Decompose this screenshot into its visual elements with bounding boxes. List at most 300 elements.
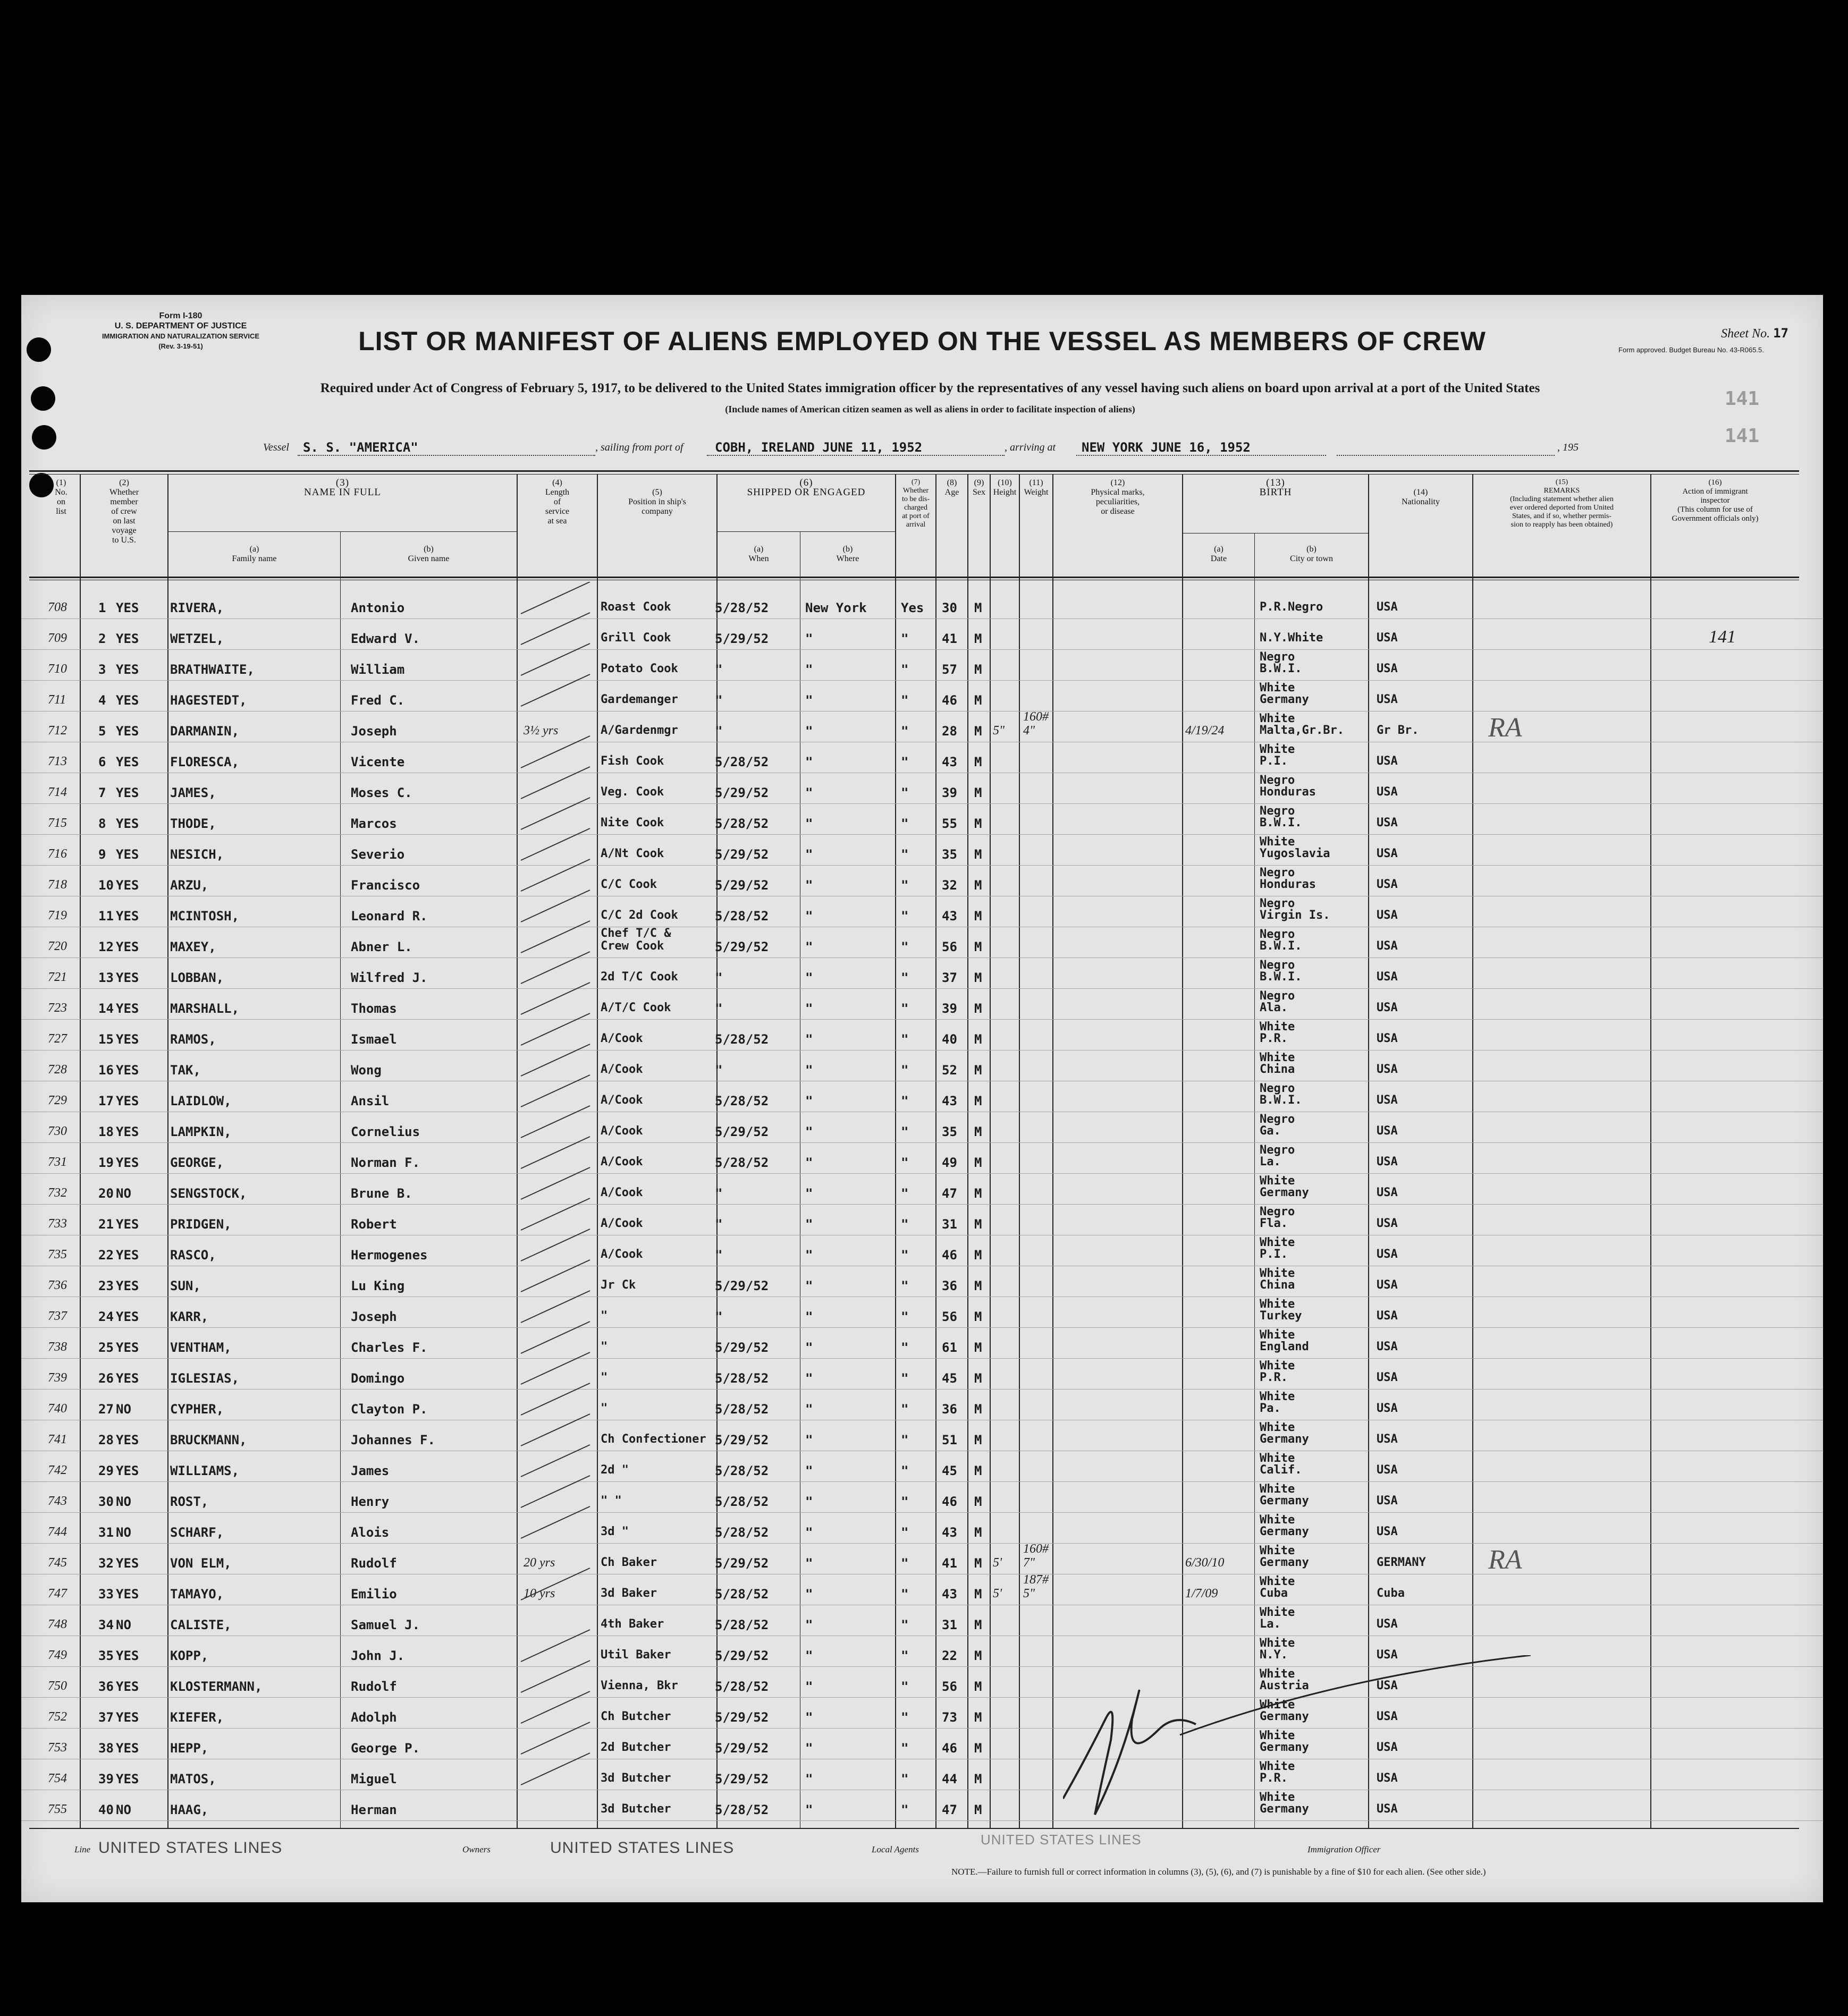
inspector-signature bbox=[1063, 1655, 1531, 1831]
cell-previous-voyage: YES bbox=[116, 939, 139, 954]
cell-given-name: Miguel bbox=[351, 1772, 397, 1786]
cell-birth-race: White bbox=[1260, 1452, 1295, 1465]
cell-list-number: 22 bbox=[98, 1248, 114, 1263]
cell-birth-race: White bbox=[1260, 1791, 1295, 1804]
cell-birth-race: White bbox=[1260, 1267, 1295, 1280]
cell-discharge: " bbox=[901, 878, 909, 893]
cell-list-number: 12 bbox=[98, 939, 114, 954]
cell-birth-city: La. bbox=[1260, 1155, 1281, 1168]
cell-discharge: " bbox=[901, 1587, 909, 1602]
cell-family-name: PRIDGEN, bbox=[170, 1217, 232, 1232]
cell-family-name: RIVERA, bbox=[170, 600, 224, 615]
cell-given-name: Severio bbox=[351, 847, 405, 862]
table-row bbox=[21, 897, 1823, 928]
table-row bbox=[21, 1390, 1823, 1421]
vessel-name: S. S. "AMERICA" bbox=[303, 440, 418, 455]
cell-previous-voyage: YES bbox=[116, 1340, 139, 1355]
cell-margin-number: 738 bbox=[48, 1340, 67, 1354]
line-label: Line bbox=[74, 1844, 91, 1854]
cell-age: 56 bbox=[942, 1679, 957, 1694]
owners-label: Owners bbox=[462, 1844, 491, 1854]
header-birth: (13) BIRTH bbox=[1259, 477, 1292, 498]
cell-sex: M bbox=[974, 878, 982, 893]
cell-list-number: 20 bbox=[98, 1186, 114, 1201]
cell-shipped-where: " bbox=[805, 1124, 813, 1139]
cell-given-name: Clayton P. bbox=[351, 1402, 428, 1417]
cell-birth-race: Negro bbox=[1260, 1113, 1295, 1126]
cell-list-number: 34 bbox=[98, 1617, 114, 1632]
cell-nationality: USA bbox=[1377, 1217, 1398, 1230]
cell-list-number: 37 bbox=[98, 1710, 114, 1725]
header-previous-voyage: (2) Whether member of crew on last voyage to U.S. bbox=[109, 478, 139, 545]
table-row bbox=[21, 959, 1823, 989]
cell-age: 49 bbox=[942, 1155, 957, 1170]
cell-shipped-where: " bbox=[805, 1525, 813, 1540]
cell-margin-number: 712 bbox=[48, 724, 67, 738]
cell-age: 55 bbox=[942, 816, 957, 831]
cell-given-name: Alois bbox=[351, 1525, 390, 1540]
cell-position: Ch Confectioner bbox=[601, 1433, 706, 1446]
cell-discharge: Yes bbox=[901, 600, 924, 615]
cell-family-name: TAMAYO, bbox=[170, 1587, 224, 1602]
cell-family-name: ARZU, bbox=[170, 878, 209, 893]
cell-family-name: IGLESIAS, bbox=[170, 1371, 240, 1386]
cell-shipped-when: 5/28/52 bbox=[715, 1155, 769, 1170]
table-row bbox=[21, 1359, 1823, 1390]
table-row bbox=[21, 1575, 1823, 1606]
cell-shipped-when: 5/29/52 bbox=[715, 847, 769, 862]
cell-remarks: RA bbox=[1488, 1545, 1522, 1575]
stamp-number: 141 bbox=[1724, 388, 1759, 410]
cell-birth-race: White bbox=[1260, 712, 1295, 725]
cell-shipped-where: " bbox=[805, 1278, 813, 1293]
cell-margin-number: 744 bbox=[48, 1525, 67, 1539]
cell-position: A/Gardenmgr bbox=[601, 724, 678, 737]
vessel-label: Vessel bbox=[263, 442, 289, 453]
cell-family-name: FLORESCA, bbox=[170, 755, 240, 769]
cell-birth-race: White bbox=[1260, 1760, 1295, 1773]
cell-birth-city: B.W.I. bbox=[1260, 662, 1302, 675]
cell-previous-voyage: YES bbox=[116, 755, 139, 769]
table-row bbox=[21, 1513, 1823, 1544]
cell-position: 3d Butcher bbox=[601, 1772, 671, 1785]
cell-shipped-when: " bbox=[715, 1248, 723, 1263]
service-strokes bbox=[510, 582, 617, 1857]
cell-list-number: 5 bbox=[98, 724, 106, 739]
cell-shipped-where: " bbox=[805, 970, 813, 985]
cell-position: " bbox=[601, 1371, 608, 1384]
cell-margin-number: 711 bbox=[48, 693, 66, 707]
cell-position: A/Cook bbox=[601, 1217, 643, 1230]
cell-birth-city: P.R. bbox=[1260, 1032, 1288, 1045]
cell-sex: M bbox=[974, 1155, 982, 1170]
cell-shipped-when: 5/28/52 bbox=[715, 1679, 769, 1694]
table-row bbox=[21, 589, 1823, 620]
cell-previous-voyage: YES bbox=[116, 1371, 139, 1386]
cell-birth-city: Honduras bbox=[1260, 878, 1316, 891]
cell-age: 35 bbox=[942, 1124, 957, 1139]
cell-nationality: USA bbox=[1377, 1802, 1398, 1816]
cell-sex: M bbox=[974, 631, 982, 646]
table-row bbox=[21, 1020, 1823, 1051]
cell-family-name: BRUCKMANN, bbox=[170, 1433, 247, 1447]
header-age: (8) Age bbox=[944, 478, 959, 497]
cell-birth-race: White bbox=[1260, 743, 1295, 756]
cell-list-number: 26 bbox=[98, 1371, 114, 1386]
cell-list-number: 27 bbox=[98, 1402, 114, 1417]
cell-nationality: USA bbox=[1377, 785, 1398, 799]
cell-position: A/Cook bbox=[601, 1155, 643, 1168]
cell-sex: M bbox=[974, 816, 982, 831]
cell-given-name: Fred C. bbox=[351, 693, 405, 708]
cell-age: 43 bbox=[942, 1587, 957, 1602]
cell-margin-number: 709 bbox=[48, 631, 67, 645]
cell-shipped-when: 5/28/52 bbox=[715, 1463, 769, 1478]
cell-given-name: Ismael bbox=[351, 1032, 397, 1047]
stamp-number: 141 bbox=[1724, 425, 1759, 447]
cell-birth-city: Malta,Gr.Br. bbox=[1260, 724, 1344, 737]
cell-birth-date: 4/19/24 bbox=[1185, 724, 1225, 738]
cell-discharge: " bbox=[901, 1032, 909, 1047]
cell-discharge: " bbox=[901, 1217, 909, 1232]
cell-nationality: USA bbox=[1377, 878, 1398, 891]
cell-birth-city: Germany bbox=[1260, 1186, 1309, 1199]
table-row bbox=[21, 1421, 1823, 1452]
cell-given-name: John J. bbox=[351, 1648, 405, 1663]
cell-previous-voyage: YES bbox=[116, 693, 139, 708]
cell-discharge: " bbox=[901, 939, 909, 954]
cell-previous-voyage: YES bbox=[116, 1032, 139, 1047]
cell-nationality: USA bbox=[1377, 1186, 1398, 1199]
cell-discharge: " bbox=[901, 1001, 909, 1016]
cell-shipped-where: " bbox=[805, 1463, 813, 1478]
arriving-label: , arriving at bbox=[1005, 442, 1056, 453]
table-row bbox=[21, 989, 1823, 1020]
cell-previous-voyage: YES bbox=[116, 631, 139, 646]
cell-given-name: Charles F. bbox=[351, 1340, 428, 1355]
cell-birth-city: Germany bbox=[1260, 1556, 1309, 1569]
cell-family-name: VENTHAM, bbox=[170, 1340, 232, 1355]
cell-list-number: 6 bbox=[98, 755, 106, 769]
cell-position: A/Nt Cook bbox=[601, 847, 664, 860]
penalty-note: NOTE.—Failure to furnish full or correct information in columns (3), (5), (6), and (7) is punishable by a fine of $10 for each alien. (See other side.) bbox=[951, 1867, 1486, 1877]
cell-birth-city: B.W.I. bbox=[1260, 939, 1302, 953]
cell-shipped-when: 5/29/52 bbox=[715, 1710, 769, 1725]
cell-birth-city: Calif. bbox=[1260, 1463, 1302, 1477]
cell-weight: 5" bbox=[1023, 1587, 1035, 1600]
cell-length-of-service: 3½ yrs bbox=[524, 724, 559, 738]
cell-shipped-when: 5/28/52 bbox=[715, 909, 769, 924]
cell-shipped-where: " bbox=[805, 878, 813, 893]
cell-birth-race: White bbox=[1260, 1729, 1295, 1742]
cell-discharge: " bbox=[901, 1309, 909, 1324]
cell-height: 5" bbox=[993, 724, 1005, 738]
cell-list-number: 13 bbox=[98, 970, 114, 985]
cell-family-name: KARR, bbox=[170, 1309, 209, 1324]
cell-family-name: HAAG, bbox=[170, 1802, 209, 1817]
cell-previous-voyage: YES bbox=[116, 600, 139, 615]
cell-sex: M bbox=[974, 755, 982, 769]
cell-given-name: Wilfred J. bbox=[351, 970, 428, 985]
cell-birth-race: White bbox=[1260, 1667, 1295, 1681]
cell-weight-top: 160# bbox=[1023, 1542, 1049, 1556]
cell-remarks: RA bbox=[1488, 713, 1522, 743]
cell-age: 43 bbox=[942, 1525, 957, 1540]
cell-position: C/C Cook bbox=[601, 878, 657, 891]
cell-given-name: Herman bbox=[351, 1802, 397, 1817]
cell-age: 73 bbox=[942, 1710, 957, 1725]
cell-position: Crew Cook bbox=[601, 939, 664, 953]
cell-position: A/Cook bbox=[601, 1186, 643, 1199]
header-height: (10) Height bbox=[993, 478, 1017, 497]
cell-birth-race: Negro bbox=[1260, 928, 1295, 941]
department-name: U. S. DEPARTMENT OF JUSTICE bbox=[114, 321, 247, 331]
cell-previous-voyage: YES bbox=[116, 970, 139, 985]
cell-shipped-where: " bbox=[805, 939, 813, 954]
cell-given-name: Antonio bbox=[351, 600, 405, 615]
cell-shipped-when: 5/29/52 bbox=[715, 1648, 769, 1663]
cell-birth-city: N.Y. bbox=[1260, 1648, 1288, 1662]
table-row bbox=[21, 712, 1823, 743]
cell-list-number: 40 bbox=[98, 1802, 114, 1817]
manifest-footer bbox=[21, 1832, 1823, 1889]
cell-sex: M bbox=[974, 1094, 982, 1108]
cell-nationality: USA bbox=[1377, 1433, 1398, 1446]
header-birth-date: (a) Date bbox=[1210, 545, 1227, 563]
cell-discharge: " bbox=[901, 1463, 909, 1478]
cell-previous-voyage: YES bbox=[116, 1278, 139, 1293]
cell-shipped-when: 5/28/52 bbox=[715, 1802, 769, 1817]
cell-age: 36 bbox=[942, 1402, 957, 1417]
cell-nationality: USA bbox=[1377, 1094, 1398, 1107]
cell-shipped-where: " bbox=[805, 816, 813, 831]
cell-shipped-when: 5/29/52 bbox=[715, 1340, 769, 1355]
cell-previous-voyage: YES bbox=[116, 662, 139, 677]
cell-given-name: Adolph bbox=[351, 1710, 397, 1725]
cell-family-name: VON ELM, bbox=[170, 1556, 232, 1571]
table-row bbox=[21, 1267, 1823, 1298]
cell-given-name: Moses C. bbox=[351, 785, 412, 800]
cell-shipped-where: " bbox=[805, 662, 813, 677]
cell-family-name: SCHARF, bbox=[170, 1525, 224, 1540]
cell-birth-city: N.Y.White bbox=[1260, 631, 1323, 645]
cell-birth-city: Germany bbox=[1260, 1433, 1309, 1446]
cell-shipped-where: " bbox=[805, 1587, 813, 1602]
cell-sex: M bbox=[974, 1587, 982, 1602]
cell-nationality: USA bbox=[1377, 600, 1398, 614]
cell-previous-voyage: YES bbox=[116, 1094, 139, 1108]
header-nationality: (14) Nationality bbox=[1402, 488, 1440, 506]
table-row bbox=[21, 1452, 1823, 1483]
cell-birth-race: Negro bbox=[1260, 897, 1295, 910]
cell-given-name: Wong bbox=[351, 1063, 382, 1078]
cell-birth-race: Negro bbox=[1260, 1143, 1295, 1157]
cell-list-number: 32 bbox=[98, 1556, 114, 1571]
cell-shipped-when: " bbox=[715, 1063, 723, 1078]
cell-previous-voyage: YES bbox=[116, 1587, 139, 1602]
cell-shipped-where: " bbox=[805, 1032, 813, 1047]
cell-family-name: HAGESTEDT, bbox=[170, 693, 247, 708]
cell-position: 3d " bbox=[601, 1525, 629, 1538]
cell-birth-city: Germany bbox=[1260, 693, 1309, 706]
cell-discharge: " bbox=[901, 847, 909, 862]
cell-previous-voyage: NO bbox=[116, 1402, 131, 1417]
cell-shipped-where: " bbox=[805, 1433, 813, 1447]
cell-position: Veg. Cook bbox=[601, 785, 664, 799]
cell-position: " bbox=[601, 1309, 608, 1323]
header-weight: (11) Weight bbox=[1024, 478, 1049, 497]
cell-sex: M bbox=[974, 1340, 982, 1355]
cell-discharge: " bbox=[901, 1278, 909, 1293]
cell-family-name: CALISTE, bbox=[170, 1617, 232, 1632]
cell-shipped-when: 5/29/52 bbox=[715, 1124, 769, 1139]
cell-margin-number: 708 bbox=[48, 600, 67, 614]
cell-list-number: 1 bbox=[98, 600, 106, 615]
cell-previous-voyage: YES bbox=[116, 724, 139, 739]
cell-birth-city: B.W.I. bbox=[1260, 816, 1302, 829]
cell-discharge: " bbox=[901, 1371, 909, 1386]
cell-birth-city: Germany bbox=[1260, 1802, 1309, 1816]
cell-margin-number: 743 bbox=[48, 1494, 67, 1508]
cell-family-name: THODE, bbox=[170, 816, 216, 831]
cell-margin-number: 736 bbox=[48, 1278, 67, 1292]
cell-given-name: Ansil bbox=[351, 1094, 390, 1108]
table-row bbox=[21, 1729, 1823, 1760]
cell-given-name: Hermogenes bbox=[351, 1248, 428, 1263]
cell-previous-voyage: YES bbox=[116, 878, 139, 893]
cell-shipped-when: " bbox=[715, 970, 723, 985]
cell-given-name: Abner L. bbox=[351, 939, 412, 954]
cell-birth-city: England bbox=[1260, 1340, 1309, 1353]
cell-birth-city: Turkey bbox=[1260, 1309, 1302, 1323]
cell-height: 5' bbox=[993, 1587, 1002, 1600]
cell-nationality: USA bbox=[1377, 1679, 1398, 1692]
cell-age: 45 bbox=[942, 1463, 957, 1478]
cell-list-number: 15 bbox=[98, 1032, 114, 1047]
year-label: , 195 bbox=[1557, 442, 1579, 453]
cell-list-number: 9 bbox=[98, 847, 106, 862]
cell-margin-number: 749 bbox=[48, 1648, 67, 1662]
cell-age: 45 bbox=[942, 1371, 957, 1386]
cell-discharge: " bbox=[901, 1094, 909, 1108]
cell-nationality: USA bbox=[1377, 1463, 1398, 1477]
cell-shipped-when: " bbox=[715, 1217, 723, 1232]
cell-age: 37 bbox=[942, 970, 957, 985]
cell-previous-voyage: YES bbox=[116, 1741, 139, 1756]
cell-sex: M bbox=[974, 1248, 982, 1263]
cell-sex: M bbox=[974, 1032, 982, 1047]
cell-discharge: " bbox=[901, 1402, 909, 1417]
cell-age: 52 bbox=[942, 1063, 957, 1078]
cell-birth-city: P.I. bbox=[1260, 1248, 1288, 1261]
cell-birth-race: White bbox=[1260, 1606, 1295, 1619]
cell-given-name: Rudolf bbox=[351, 1679, 397, 1694]
cell-family-name: MATOS, bbox=[170, 1772, 216, 1786]
cell-shipped-when: 5/28/52 bbox=[715, 1371, 769, 1386]
cell-previous-voyage: YES bbox=[116, 1248, 139, 1263]
cell-position: " bbox=[601, 1340, 608, 1353]
cell-nationality: USA bbox=[1377, 1494, 1398, 1507]
cell-margin-number: 750 bbox=[48, 1679, 67, 1693]
cell-weight: 7" bbox=[1023, 1556, 1035, 1570]
cell-list-number: 11 bbox=[98, 909, 114, 924]
cell-nationality: USA bbox=[1377, 755, 1398, 768]
cell-birth-city: Cuba bbox=[1260, 1587, 1288, 1600]
cell-birth-race: White bbox=[1260, 1298, 1295, 1311]
cell-nationality: USA bbox=[1377, 1741, 1398, 1754]
cell-shipped-where: " bbox=[805, 909, 813, 924]
cell-birth-city: Germany bbox=[1260, 1494, 1309, 1507]
cell-nationality: USA bbox=[1377, 662, 1398, 675]
table-row bbox=[21, 1298, 1823, 1328]
cell-length-of-service: 20 yrs bbox=[524, 1556, 555, 1570]
cell-discharge: " bbox=[901, 1433, 909, 1447]
cell-age: 43 bbox=[942, 755, 957, 769]
cell-nationality: USA bbox=[1377, 970, 1398, 984]
table-row bbox=[21, 1174, 1823, 1205]
agents-label: Local Agents bbox=[872, 1844, 919, 1854]
cell-birth-race: White bbox=[1260, 1390, 1295, 1403]
vessel-line bbox=[21, 436, 1823, 457]
cell-list-number: 3 bbox=[98, 662, 106, 677]
cell-birth-race: White bbox=[1260, 1236, 1295, 1249]
cell-family-name: WILLIAMS, bbox=[170, 1463, 240, 1478]
cell-sex: M bbox=[974, 1433, 982, 1447]
table-row bbox=[21, 1606, 1823, 1637]
table-row bbox=[21, 1637, 1823, 1667]
cell-birth-city: Ga. bbox=[1260, 1124, 1281, 1138]
form-revision: (Rev. 3-19-51) bbox=[158, 342, 203, 350]
cell-nationality: USA bbox=[1377, 939, 1398, 953]
service-name: IMMIGRATION AND NATURALIZATION SERVICE bbox=[102, 332, 260, 340]
table-row bbox=[21, 1328, 1823, 1359]
cell-shipped-where: " bbox=[805, 1217, 813, 1232]
cell-family-name: WETZEL, bbox=[170, 631, 224, 646]
sheet-number-value: 17 bbox=[1773, 326, 1788, 341]
cell-given-name: James bbox=[351, 1463, 390, 1478]
cell-family-name: DARMANIN, bbox=[170, 724, 240, 739]
cell-age: 46 bbox=[942, 1494, 957, 1509]
cell-family-name: HEPP, bbox=[170, 1741, 209, 1756]
manifest-sheet bbox=[21, 295, 1823, 1902]
cell-family-name: JAMES, bbox=[170, 785, 216, 800]
cell-margin-number: 739 bbox=[48, 1371, 67, 1385]
cell-list-number: 31 bbox=[98, 1525, 114, 1540]
cell-discharge: " bbox=[901, 785, 909, 800]
cell-margin-number: 732 bbox=[48, 1186, 67, 1200]
cell-birth-race: White bbox=[1260, 1575, 1295, 1588]
cell-list-number: 30 bbox=[98, 1494, 114, 1509]
table-row bbox=[21, 1236, 1823, 1267]
cell-position: " bbox=[601, 1402, 608, 1415]
cell-list-number: 16 bbox=[98, 1063, 114, 1078]
cell-margin-number: 752 bbox=[48, 1710, 67, 1724]
cell-age: 30 bbox=[942, 600, 957, 615]
cell-list-number: 24 bbox=[98, 1309, 114, 1324]
cell-previous-voyage: YES bbox=[116, 1433, 139, 1447]
cell-age: 56 bbox=[942, 939, 957, 954]
cell-weight: 4" bbox=[1023, 724, 1035, 738]
cell-discharge: " bbox=[901, 1741, 909, 1756]
cell-position: C/C 2d Cook bbox=[601, 909, 678, 922]
cell-shipped-where: " bbox=[805, 1402, 813, 1417]
cell-shipped-where: " bbox=[805, 1556, 813, 1571]
cell-previous-voyage: NO bbox=[116, 1494, 131, 1509]
cell-shipped-when: 5/28/52 bbox=[715, 816, 769, 831]
cell-given-name: Marcos bbox=[351, 816, 397, 831]
cell-given-name: Thomas bbox=[351, 1001, 397, 1016]
cell-nationality: USA bbox=[1377, 1525, 1398, 1538]
